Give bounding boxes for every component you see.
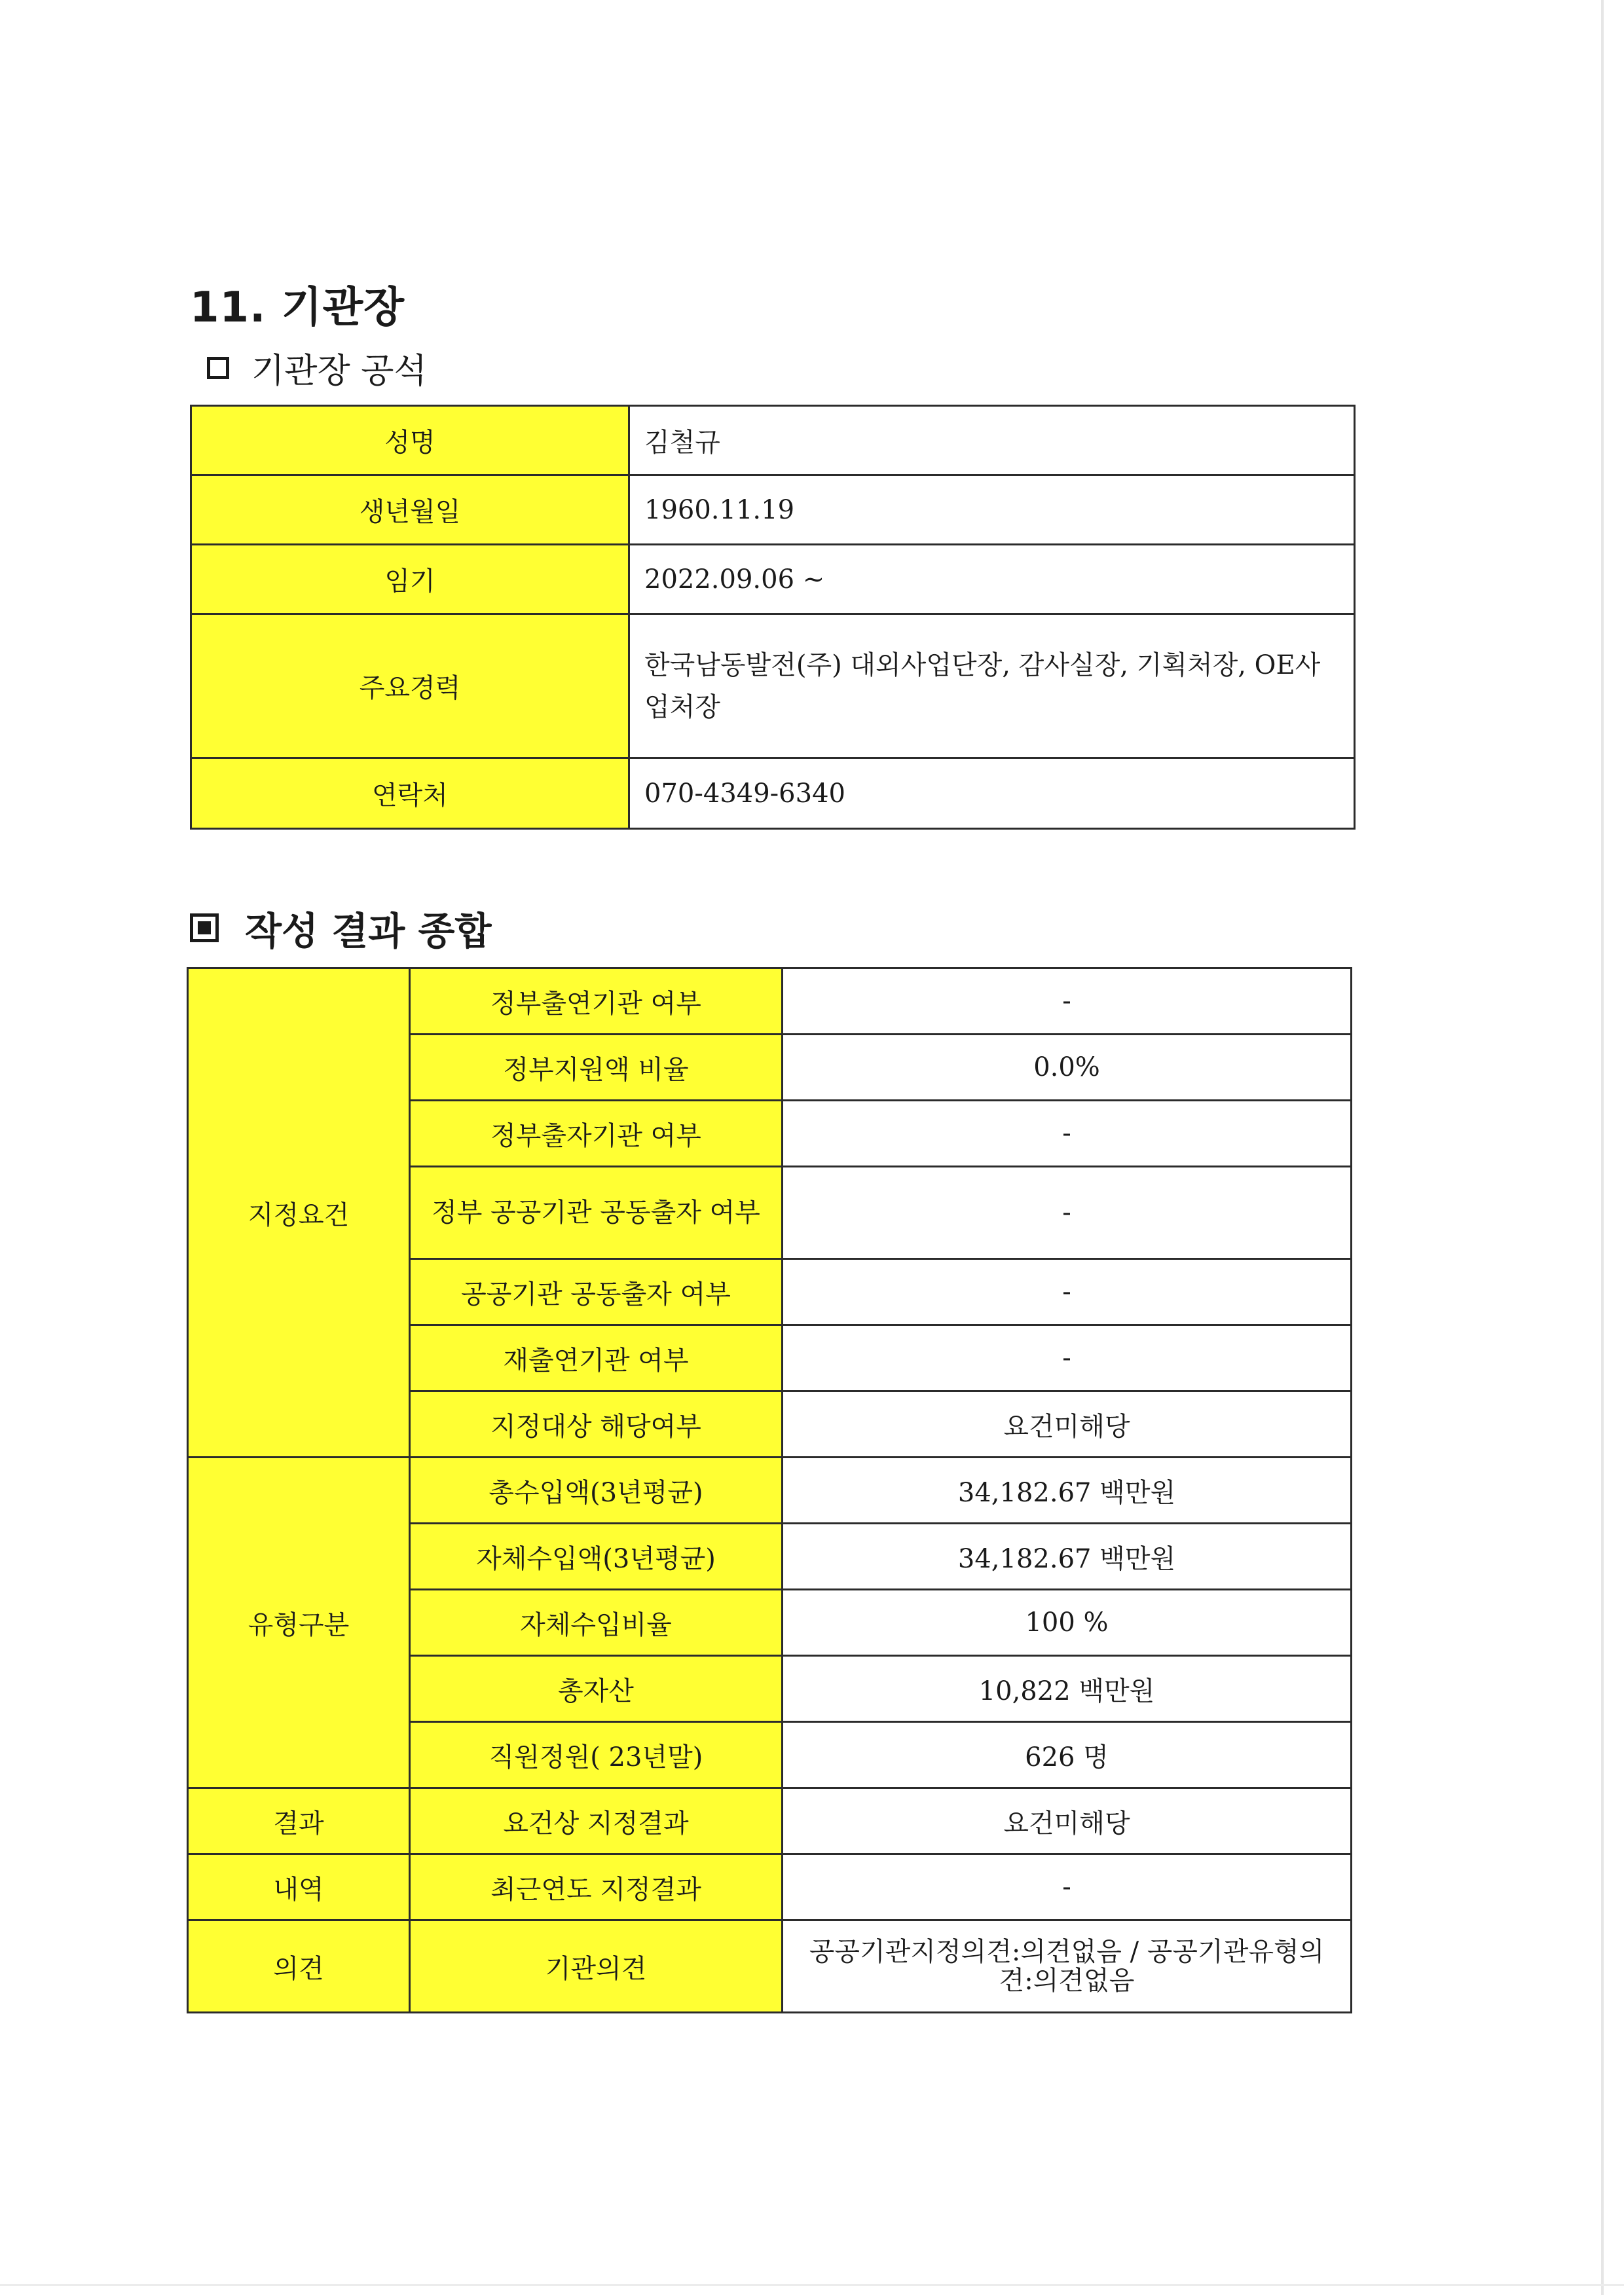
row-item: 지정대상 해당여부 bbox=[410, 1391, 783, 1458]
row-value: 요건미해당 bbox=[783, 1788, 1352, 1854]
row-value: - bbox=[783, 1167, 1352, 1259]
group-type: 유형구분 bbox=[188, 1458, 410, 1788]
table-row bbox=[188, 1788, 1352, 1854]
row-item: 자체수입액(3년평균) bbox=[410, 1524, 783, 1590]
page-bottom-edge bbox=[0, 2284, 1624, 2286]
row-label: 생년월일 bbox=[191, 475, 629, 545]
summary-table bbox=[187, 967, 1352, 2013]
table-row bbox=[191, 758, 1355, 829]
row-value: 김철규 bbox=[629, 406, 1355, 475]
row-value: - bbox=[783, 1854, 1352, 1920]
table-row bbox=[191, 475, 1355, 545]
page-edge bbox=[1601, 0, 1604, 2295]
row-value: 070-4349-6340 bbox=[629, 758, 1355, 829]
row-value: 626 명 bbox=[783, 1722, 1352, 1788]
table-row bbox=[188, 1458, 1352, 1524]
row-label: 연락처 bbox=[191, 758, 629, 829]
row-label: 성명 bbox=[191, 406, 629, 475]
row-item: 직원정원( 23년말) bbox=[410, 1722, 783, 1788]
table-row bbox=[191, 406, 1355, 475]
row-value: - bbox=[783, 1325, 1352, 1391]
row-item: 정부출연기관 여부 bbox=[410, 968, 783, 1035]
table-row bbox=[188, 1854, 1352, 1920]
row-item: 재출연기관 여부 bbox=[410, 1325, 783, 1391]
row-value: - bbox=[783, 968, 1352, 1035]
summary-heading bbox=[190, 900, 492, 955]
row-value: 2022.09.06 ~ bbox=[629, 545, 1355, 614]
summary-heading-text: 작성 결과 종합 bbox=[245, 909, 492, 953]
row-item: 총자산 bbox=[410, 1656, 783, 1722]
row-value: 1960.11.19 bbox=[629, 475, 1355, 545]
table-row bbox=[191, 614, 1355, 758]
row-value: - bbox=[783, 1259, 1352, 1325]
vacancy-heading bbox=[207, 343, 427, 392]
table-row bbox=[191, 545, 1355, 614]
row-value: 0.0% bbox=[783, 1035, 1352, 1101]
table-row bbox=[188, 968, 1352, 1035]
table-row bbox=[188, 1920, 1352, 2013]
row-item: 요건상 지정결과 bbox=[410, 1788, 783, 1854]
filled-checkbox-icon bbox=[190, 913, 219, 942]
row-item: 공공기관 공동출자 여부 bbox=[410, 1259, 783, 1325]
row-item: 정부출자기관 여부 bbox=[410, 1101, 783, 1167]
group-opinion: 의견 bbox=[188, 1920, 410, 2013]
row-label: 임기 bbox=[191, 545, 629, 614]
group-designation: 지정요건 bbox=[188, 968, 410, 1458]
row-value: 요건미해당 bbox=[783, 1391, 1352, 1458]
row-label: 주요경력 bbox=[191, 614, 629, 758]
row-item: 최근연도 지정결과 bbox=[410, 1854, 783, 1920]
row-item: 정부 공공기관 공동출자 여부 bbox=[410, 1167, 783, 1259]
empty-checkbox-icon bbox=[207, 357, 229, 379]
row-value: 한국남동발전(주) 대외사업단장, 감사실장, 기획처장, OE사업처장 bbox=[629, 614, 1355, 758]
row-item: 자체수입비율 bbox=[410, 1590, 783, 1656]
row-value: 34,182.67 백만원 bbox=[783, 1524, 1352, 1590]
group-result: 결과 bbox=[188, 1788, 410, 1854]
row-value: 공공기관지정의견:의견없음 / 공공기관유형의견:의견없음 bbox=[783, 1920, 1352, 2013]
row-value: 10,822 백만원 bbox=[783, 1656, 1352, 1722]
section-title: 11. 기관장 bbox=[190, 284, 405, 332]
row-item: 총수입액(3년평균) bbox=[410, 1458, 783, 1524]
row-item: 정부지원액 비율 bbox=[410, 1035, 783, 1101]
head-profile-table bbox=[190, 405, 1356, 830]
row-value: 34,182.67 백만원 bbox=[783, 1458, 1352, 1524]
group-history: 내역 bbox=[188, 1854, 410, 1920]
row-value: 100 % bbox=[783, 1590, 1352, 1656]
vacancy-heading-text: 기관장 공석 bbox=[251, 352, 427, 391]
row-item: 기관의견 bbox=[410, 1920, 783, 2013]
row-value: - bbox=[783, 1101, 1352, 1167]
